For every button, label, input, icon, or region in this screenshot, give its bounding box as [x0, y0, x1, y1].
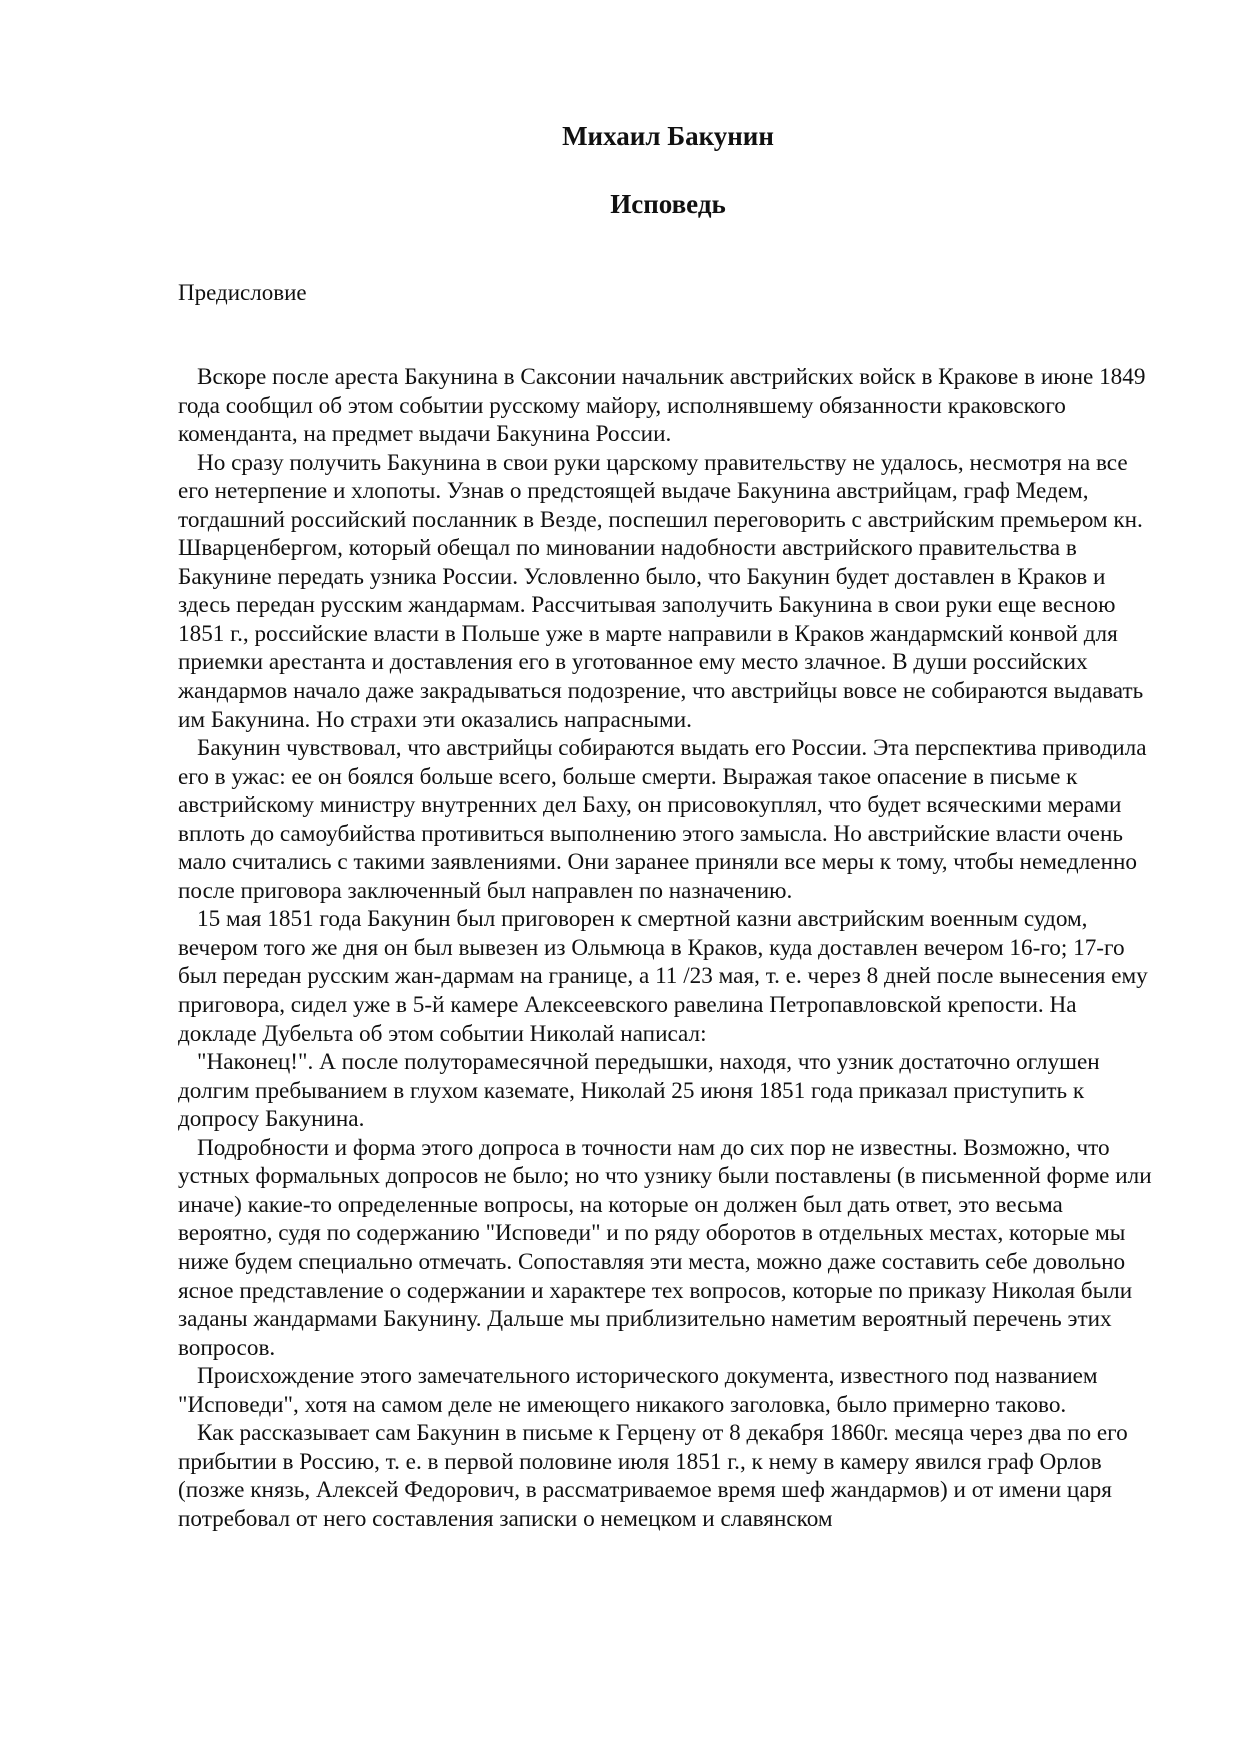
author-heading: Михаил Бакунин: [562, 121, 774, 151]
paragraph: Вскоре после ареста Бакунина в Саксонии начальник австрийских войск в Кракове в июне 1849 года сообщил об этом событии русскому майору, исполнявшему обязанности краковского коменданта, на предмет выдачи Бакунина России.: [178, 364, 1146, 448]
paragraph: Но сразу получить Бакунина в свои руки царскому правительству не удалось, несмотря на все его нетерпение и хлопоты. Узнав о предстоящей выдаче Бакунина австрийцам, граф Медем, тогдашний российский посланник в Везде, поспешил переговорить с австрийским премьером кн. Шварценбергом, который обещал по миновании надобности австрийского правительства в Бакунине передать узника России. Условленно было, что Бакунин будет доставлен в Краков и здесь передан русским жандармам. Рассчитывая заполучить Бакунина в свои руки еще весною 1851 г., российские власти в Польше уже в марте направили в Краков жандармский конвой для приемки арестанта и доставления его в уготованное ему место злачное. В души российских жандармов начало даже закрадываться подозрение, что австрийцы вовсе не собираются выдавать им Бакунина. Но страхи эти оказались напрасными.: [178, 449, 1144, 733]
paragraph: Как рассказывает сам Бакунин в письме к Герцену от 8 декабря 1860г. месяца через два по его прибытии в Россию, т. е. в первой половине июля 1851 г., к нему в камеру явился граф Орлов (позже князь, Алексей Федорович, в рассматриваемое время шеф жандармов) и от имени царя потребовал от него составления записки о немецком и славянском: [178, 1420, 1128, 1532]
paragraph: Происхождение этого замечательного исторического документа, известного под названием "Исповеди", хотя на самом деле не имеющего никакого заголовка, было примерно таково.: [178, 1363, 1098, 1418]
title-heading: Исповедь: [610, 189, 726, 219]
body-text: [178, 363, 1158, 1533]
section-heading: Предисловие: [178, 280, 307, 305]
paragraph: Бакунин чувствовал, что австрийцы собираются выдать его России. Эта перспектива приводила его в ужас: ее он боялся больше всего, больше смерти. Выражая такое опасение в письме к австрийскому министру внутренних дел Баху, он присовокуплял, что будет всяческими мерами вплоть до самоубийства противиться выполнению этого замысла. Но австрийские власти очень мало считались с такими заявлениями. Они заранее приняли все меры к тому, чтобы немедленно после приговора заключенный был направлен по назначению.: [178, 735, 1147, 904]
paragraph: 15 мая 1851 года Бакунин был приговорен к смертной казни австрийским военным судом, вечером того же дня он был вывезен из Ольмюца в Краков, куда доставлен вечером 16-го; 17-го был передан русским жан-дармам на границе, а 11 /23 мая, т. е. через 8 дней после вынесения ему приговора, сидел уже в 5-й камере Алексеевского равелина Петропавловской крепости. На докладе Дубельта об этом событии Николай написал:: [178, 906, 1148, 1047]
paragraph: "Наконец!". А после полуторамесячной передышки, находя, что узник достаточно оглушен долгим пребыванием в глухом каземате, Николай 25 июня 1851 года приказал приступить к допросу Бакунина.: [178, 1049, 1100, 1133]
paragraph: Подробности и форма этого допроса в точности нам до сих пор не известны. Возможно, что устных формальных допросов не было; но что узнику были поставлены (в письменной форме или иначе) какие-то определенные вопросы, на которые он должен был дать ответ, это весьма вероятно, судя по содержанию "Исповеди" и по ряду оборотов в отдельных местах, которые мы ниже будем специально отмечать. Сопоставляя эти места, можно даже составить себе довольно ясное представление о содержании и характере тех вопросов, которые по приказу Николая были заданы жандармами Бакунину. Дальше мы приблизительно наметим вероятный перечень этих вопросов.: [178, 1134, 1152, 1361]
